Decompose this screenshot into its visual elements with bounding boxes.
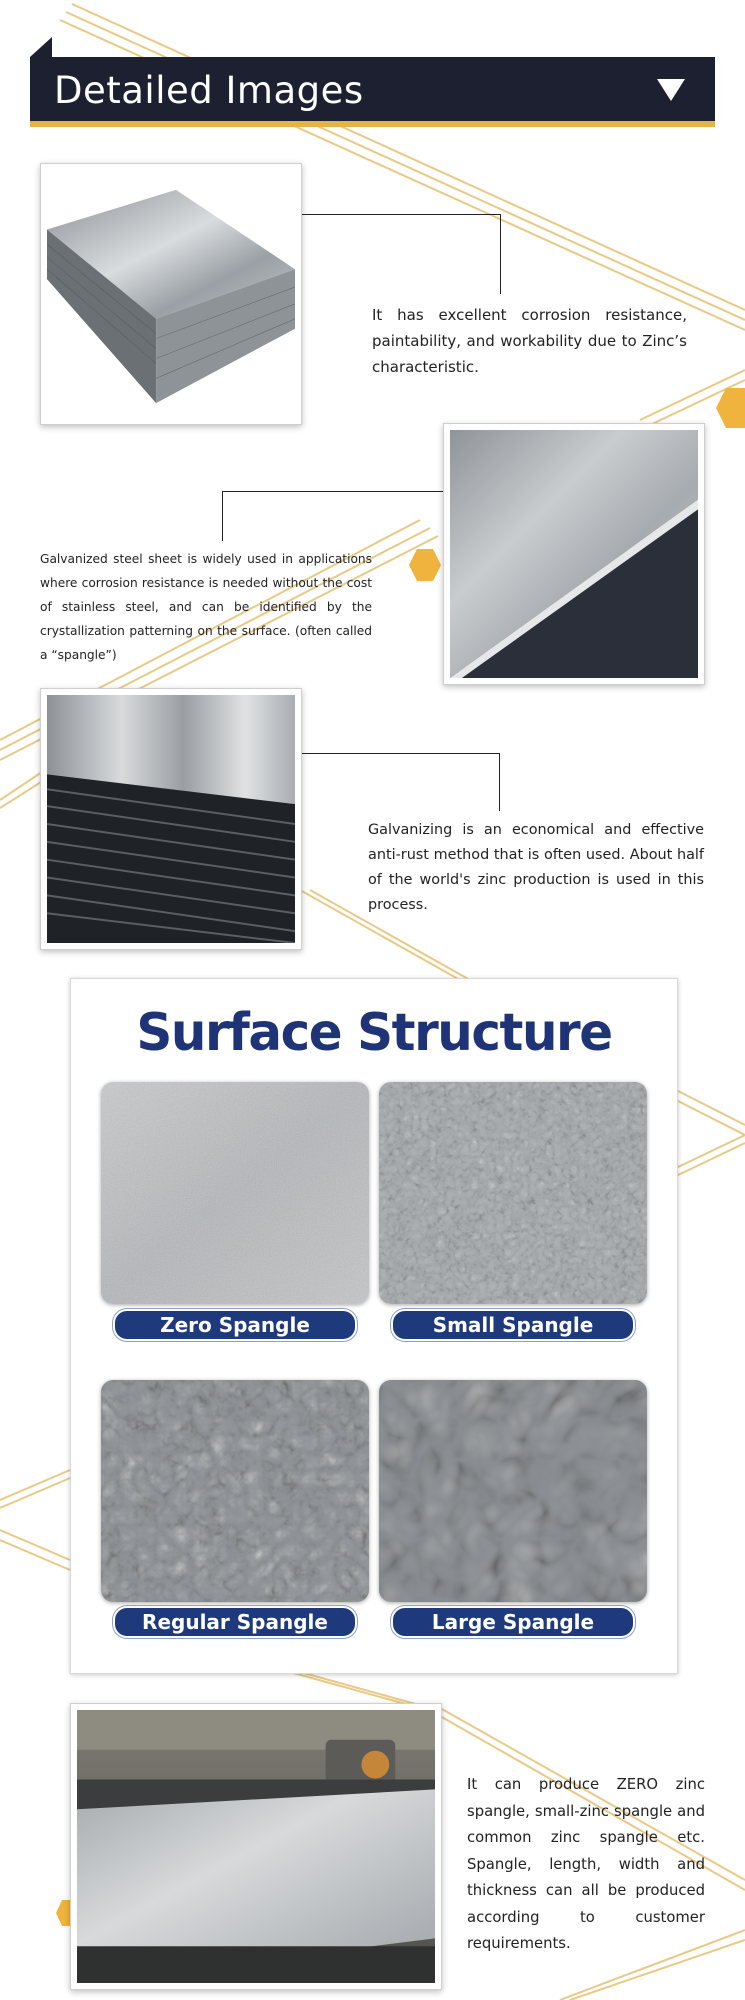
surface-structure-title: Surface Structure (136, 1003, 612, 1063)
description-corrosion: It has excellent corrosion resistance, paintability, and workability due to Zinc’s characteristic. (372, 306, 687, 376)
stacked-sheets-image (47, 695, 295, 943)
description-anti-rust: Galvanizing is an economical and effective anti-rust method that is often used. About half of the world's zinc production is used in this process. (368, 822, 704, 913)
triangle-down-icon[interactable] (657, 79, 685, 101)
connector-line (222, 491, 223, 541)
photo-sheet-block (40, 163, 302, 425)
sheet-block-image (47, 170, 295, 418)
connector-line (499, 753, 500, 811)
swatch-large-spangle (379, 1380, 647, 1602)
label-small-spangle: Small Spangle (391, 1309, 635, 1341)
swatch-zero-spangle (101, 1082, 369, 1304)
label-large-spangle: Large Spangle (391, 1606, 635, 1638)
sheet-corner-image (450, 430, 698, 678)
connector-line (222, 491, 443, 492)
description-spangle-options: It can produce ZERO zinc spangle, small-zinc spangle and common zinc spangle etc. Spangle, length, width and thickness can all be produced according to customer requirements. (467, 1776, 705, 1952)
header-fold (30, 37, 52, 57)
hexagon-decoration (716, 388, 745, 428)
description-galvanized-usage: Galvanized steel sheet is widely used in applications where corrosion resistance is needed without the cost of stainless steel, and can be identified by the crystallization patterning on the surface. (often called a “spangle”) (40, 552, 372, 662)
swatch-regular-spangle (101, 1380, 369, 1602)
photo-production-line (70, 1703, 442, 1990)
photo-stacked-sheets (40, 688, 302, 950)
section-header (30, 57, 715, 127)
photo-sheet-corner (443, 423, 705, 685)
hexagon-decoration (408, 548, 442, 582)
label-zero-spangle: Zero Spangle (113, 1309, 357, 1341)
connector-line (302, 753, 499, 754)
header-title: Detailed Images (54, 69, 364, 112)
label-regular-spangle: Regular Spangle (113, 1606, 357, 1638)
connector-line (500, 214, 501, 294)
production-line-image (77, 1710, 435, 1983)
surface-structure-panel (70, 978, 678, 1674)
swatch-small-spangle (379, 1082, 647, 1304)
connector-line (302, 214, 500, 215)
